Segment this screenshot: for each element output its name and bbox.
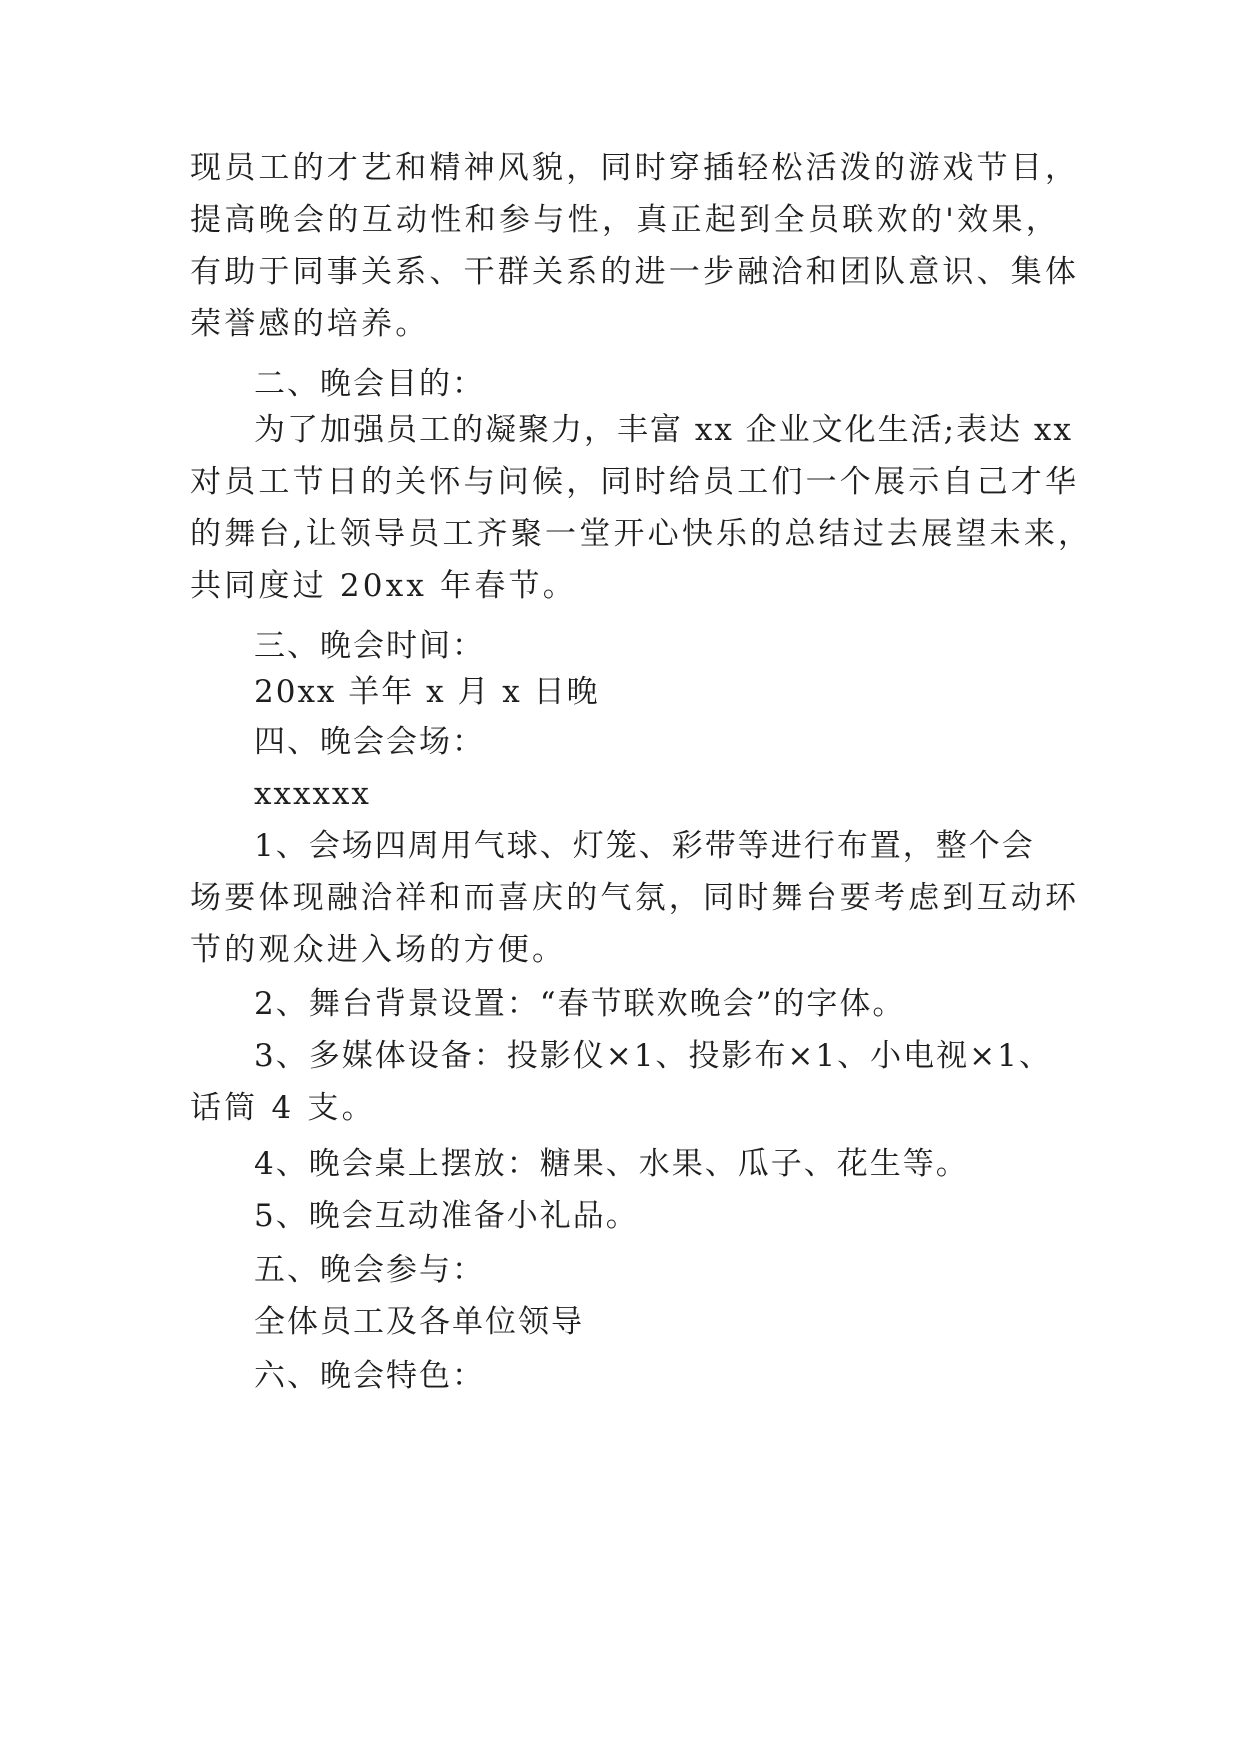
intro-line-3: 有助于同事关系、干群关系的进一步融洽和团队意识、集体 [190, 254, 1080, 290]
section4-item1-line-1: 1、会场四周用气球、灯笼、彩带等进行布置，整个会 [254, 828, 1035, 864]
intro-line-2: 提高晚会的互动性和参与性，真正起到全员联欢的'效果， [190, 202, 1060, 238]
section2-heading: 二、晚会目的： [254, 366, 485, 402]
section6-heading: 六、晚会特色： [254, 1358, 485, 1394]
section2-line-1: 为了加强员工的凝聚力，丰富 xx 企业文化生活;表达 xx [254, 412, 1073, 448]
section3-heading: 三、晚会时间： [254, 628, 485, 664]
intro-line-4: 荣誉感的培养。 [190, 306, 430, 342]
section4-item1-line-2: 场要体现融洽祥和而喜庆的气氛，同时舞台要考虑到互动环 [190, 880, 1080, 916]
section4-item5: 5、晚会互动准备小礼品。 [254, 1198, 639, 1234]
section4-item1-line-3: 节的观众进入场的方便。 [190, 932, 567, 968]
section2-line-4: 共同度过 20xx 年春节。 [190, 568, 577, 604]
intro-line-1: 现员工的才艺和精神风貌，同时穿插轻松活泼的游戏节目， [190, 150, 1080, 186]
section3-value: 20xx 羊年 x 月 x 日晚 [254, 674, 600, 710]
section4-item4: 4、晚会桌上摆放：糖果、水果、瓜子、花生等。 [254, 1146, 969, 1182]
section4-item3-line-2: 话筒 4 支。 [190, 1090, 376, 1126]
section5-value: 全体员工及各单位领导 [254, 1304, 584, 1340]
section5-heading: 五、晚会参与： [254, 1252, 485, 1288]
section2-line-2: 对员工节日的关怀与问候，同时给员工们一个展示自己才华 [190, 464, 1080, 500]
section4-item3-line-1: 3、多媒体设备：投影仪×1、投影布×1、小电视×1、 [254, 1038, 1052, 1074]
section4-value: xxxxxx [254, 776, 371, 812]
section4-heading: 四、晚会会场： [254, 724, 485, 760]
section4-item2: 2、舞台背景设置：“春节联欢晚会”的字体。 [254, 986, 906, 1022]
section2-line-3: 的舞台,让领导员工齐聚一堂开心快乐的总结过去展望未来， [190, 516, 1093, 552]
